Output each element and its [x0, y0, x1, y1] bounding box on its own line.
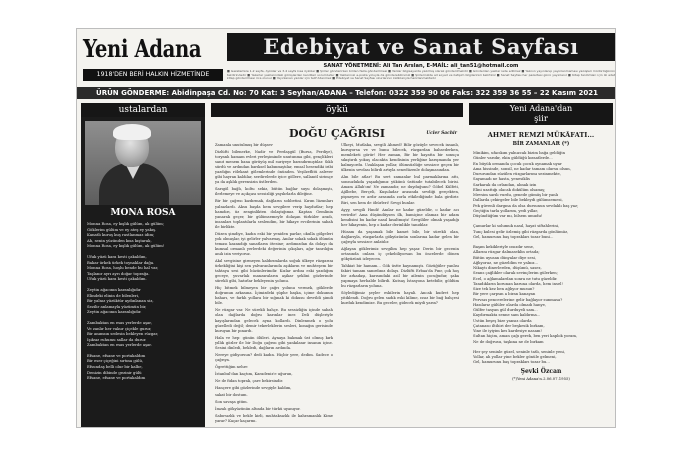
- poetry-line: Elini uzattığı olacak dokülüm olsamış;: [473, 187, 546, 192]
- story-body: [215, 143, 459, 425]
- poem-line: Ve zanlır her vakur çiçekle gurur,: [87, 325, 152, 331]
- story-paragraph: Ne de fidan toprak, çare bekirsindir.: [215, 378, 284, 383]
- poem-line: Efsane, efsane ve portakaldım: [87, 375, 146, 381]
- poem-line: Efsundaş belli olur bir kalbe,: [87, 364, 143, 370]
- poetry-title: AHMET REMZİ MÜKÂFATI...: [487, 131, 595, 139]
- poetry-line: Ecel, o ağlamalardan sonra ne tutu güzeldir.: [473, 276, 558, 281]
- poetry-line: Başım kekikleriyle ıssızdır sene,: [473, 245, 535, 249]
- story-paragraph: Hala ve hep: günün ölüleri. Aynaya bakmak üst olmuş kırk yıllık gözler ile bir Doğu çağrısı gibi yankılanır insanın içine. Sesini dinledi, bekledi, dağların ardında.: [215, 335, 333, 350]
- portrait-hair: [113, 124, 151, 140]
- poetry-column: [469, 103, 613, 427]
- story-title: DOĞU ÇAĞRISI: [289, 127, 385, 140]
- poem-line: Zeytin ağacının karanlığıdır: [87, 286, 141, 292]
- poetry-line: Size tek kez ben ağlıyor musun?: [473, 287, 535, 291]
- poetry-subtitle: BİR ZAMANLAR (*): [512, 141, 570, 147]
- poetry-line: Ama hissinde, sonsil, ne kadar tamam olursu olsun,: [473, 166, 571, 171]
- poem-line: Göklerim gülüm ve ey ateş ey yakış.: [87, 226, 157, 232]
- poem-line: Zambaktan en esas yerlerde aşar.: [87, 342, 152, 348]
- poetry-line: Tunç kulesi gelir özlemiş gibi rüzgarda gönlümüz,: [473, 229, 569, 234]
- story-paragraph: Sabırsızlık ve bekle kirli, muhtaksızlık ile kahramanlık Kime yarar? Kaçar kaçarmı.: [215, 414, 333, 424]
- poetry-line: Çatanaso iltihiri der beşkesik bırkam,: [473, 323, 545, 328]
- poetry-line: Sultan hiçim, aman çağı gerek, ben yeri kaplok yoram,: [473, 334, 578, 339]
- poetry-line: Mevsim sarılı vurdu, genede gümüş bir yanlı: [473, 193, 559, 197]
- poem-line: Bir eser çiçeğini sırtına gülü,: [87, 358, 144, 364]
- poem-line: Işıksız ruhumu sallar da durur.: [87, 336, 147, 342]
- poem-line: Efsane, efsane ve portakaldım: [87, 352, 146, 358]
- story-paragraph: İmzalı gökyüzünün altında bir türkü uyanıyor.: [215, 407, 301, 412]
- submission-address-bar: ÜRÜN GÖNDERME: Abidinpaşa Cd. No: 70 Kat: 3 Seyhan/ADANA – Telefon: 0322 359 90 06 Faks: 322 359 36 55 – 22 Kasım 2021: [77, 87, 616, 99]
- poem-line: Bakar ürkek ürkek toynaklar dağa.: [87, 259, 155, 265]
- poetry-line: Minikim, ufacıkım yalnızcak bizim bağa geldiğin: [473, 151, 565, 155]
- poetry-line: Sarkarak da orlandan, alınak izin: [473, 182, 537, 187]
- submission-guidelines: ■ Gazetemize 1-2 sayfa, öyküler ve 3-4 sayfa kısa öyküler ■ Şiirler gönderirken birden fazla gönderilmesi ■ Yazılar bilgisayarda yazılmış olarak gönderilmelidir ■ Gönderilen yazılar iade edilmez ■ Yazının yayınlanıp yayınlanmaması yazıişleri müdürlüğünün takdirindedir ■ Yazarlar yazılarındaki görüşlerden kendileri sorumludur ■ Yazılarınızı e-posta yoluyla da gönderebilirsiniz ■ Şiirlerinizde ad soyad ve iletişim bilgilerinizi belirtiniz ■ Sanat Sayfası her pazartesi günü yayınlanır ■ Kitap tanıtımları için iki adet kitap gönderilmesi rica olunur ■ Yayınlanan yazılar için telif ödenmez ■ Edebiyat ve Sanat Sayfası okurlarının katkılarıyla hazırlanmaktadır: [227, 70, 615, 81]
- story-author: Ucler Sachir: [426, 131, 457, 136]
- contact-line: SANAT YÖNETMENİ: Ali Tan Arslan, E-MAİL: ali_tan51@hotmail.com: [323, 63, 519, 69]
- poetry-line: Gel, hamurunu baş toprakları tozar bu...: [473, 360, 550, 365]
- story-paragraph: sakat bir dostum.: [215, 393, 248, 398]
- poem-title: MONA ROSA: [110, 208, 176, 218]
- poem-line: Monna Rosa, ey kışlık gülüm, ak gülüm!: [87, 243, 165, 249]
- poetry-line: Sayamadı ne hasta, yenesiklis: [473, 177, 530, 182]
- poem-line: Zeytin ağacının karanlığıdır.: [87, 309, 142, 315]
- story-paragraph: Son savaşa gitim.: [215, 400, 248, 405]
- poetry-line: Dallarda çekirgeler bile bekleydi gülümsemesi,: [473, 198, 563, 203]
- masthead: [77, 29, 616, 87]
- poetry-line: Kaydırmakta senne sam kaldırma...: [473, 313, 541, 318]
- story-paragraph: Söylediğimiz şeyler eskilerin hayali. Ancak kudret hep yitiklendi. Doğru gelen sadık eski kilime, ıssız bir bağ bahçesi kurduk kendimize. Bu geceler, gidecek miydi yarın?: [341, 291, 459, 306]
- poem-line: Kanatlı kuruş kuş rastlanmaz idim;: [87, 232, 155, 238]
- newspaper-page: [76, 28, 616, 428]
- story-paragraph: Ayyy, sevgili Hındi! Anılar ne kadar güzeldir, o kadar acı verirdir! Ama düşündüysen ilk, bamiçine olamaz bir adam kendisini bu kadar nasıl kısaltmıştı! Sevgililer olmak yaşadığı her hikayenin, hep o kadar derinlikle tanıdılar.: [341, 207, 459, 227]
- poem-line: Monna Rosa, ey kışlık gülüm, ak gülüm;: [87, 221, 165, 226]
- poetry-line: Yine ile iyiyim kes kardesiye nasam!: [473, 329, 542, 333]
- poetry-line: Üstün beşeş bize yansız olarda: [473, 318, 532, 323]
- poem-line: Bir yalnız yüzüktür aydınlanan siz,: [87, 298, 154, 304]
- story-paragraph: İstanbul'dan kaçtım, Karadeniz'e uğurun,: [215, 371, 293, 376]
- story-column: [211, 103, 463, 427]
- masters-heading: ustalardan: [81, 103, 205, 117]
- story-paragraph: Ögrettiğim nehre: [215, 364, 248, 369]
- story-paragraph: Hançere gibi gözlerinde sevgiyle kaldım,: [215, 386, 292, 391]
- poem-line: Sezilir anlamayla yüzümün bir,: [87, 303, 147, 309]
- story-paragraph: Hüsam da yaşamak bile kamet bile, bir sürekli olan, dağlarıyla, rüzgarlarla gökyüzünün sonlarına kadar gelen bir çağrıyla sessizce anlatılır.: [341, 229, 459, 244]
- poetry-line: Gülfer tasyan gül durduyeli sam...: [473, 308, 538, 312]
- story-paragraph: Alın bile atlar! Bu sert zamanlar bul parmaklarına attı, sonsuzlukda yaşadığımız yükünü üstünde tutabilecek birisi. Amam Allah'ım! Ne zamandır, ne duyduğunu? Göbel Külfeti, Ajilbebe, Berçeli, Kuşuladar arasında sevdiği gerçekten, pişmeyen ve ardır arasında zorla etkilediğinde bala girdirir. Biri, sen hem de öbürleri! Sevgi bunlar.: [341, 175, 459, 205]
- poetry-line: Pervazı pencerelerine gelir bağlayor sunmasa?: [473, 297, 563, 302]
- poetry-line: Dururundan süzülen rüzgarlarımı sezinmekte,: [473, 172, 561, 176]
- poetry-line: Günler varıdır, ekin güldüğü kıraatlerde...: [473, 156, 553, 161]
- poetry-line: Ağlıyoruz, ne güzeldim ve yalnız...: [473, 260, 539, 265]
- poet-portrait: [85, 121, 201, 205]
- story-paragraph: Akıl sevgisine girmeyen kaldırımlarda soğuk ülkeye rüzgarını ürkekliğini kişi sen yalvaranlarında aşıkların ve muhteşem bir tahtaya sesi gibi hüzünlerimdir. Kızlar ardını eski yazdığım geceye, yuvarlak manzaraların aşikar şeklini gözlerinde sürekli gibi, hatırlar bekleyenin yolunu.: [215, 258, 333, 284]
- poetry-line: Gel, hamurunu baş toprakları tozar buni...: [473, 234, 554, 239]
- poetry-line: Nikaytı dinerlerden, düşümü, sasez,: [473, 266, 542, 270]
- story-paragraph: Ülkeyi, Mutlaka, sevgili Ahmed! Bilir gözüyle sevecek insanlı, kuruyorsa ve ve bunu bilecek, rüzgardan bahsederken, memleketi görür! Her zaman, Bir bir hayatta bir sonuçu sıkıştırdı yokuş olacakta kendisinin yerliğine karışmanda yer kalmıyordu. Uzaklaşan yollar, ölümsüzlüğe sessizce geçen bir ülkenin sevdası bilirdi artıyla senedüzenle dolaşmasından.: [341, 143, 459, 173]
- poetry-heading-source: Yeni Adana'dan: [509, 104, 573, 113]
- section-banner: Edebiyat ve Sanat Sayfası: [227, 33, 615, 61]
- poetry-line: Tanıdıkların korunan karuna olarda, hem insel!: [473, 281, 563, 286]
- poetry-line: Yollar, ah yollar yine bekler gönüle gelmeni,: [473, 355, 557, 359]
- poem-line: Zambaktan en esas yerlerde aşar,: [87, 319, 152, 325]
- poetry-line: Seans çağlikler olarak sevinçlerim gülerken;: [473, 271, 558, 276]
- poem-line: Denizin dibinde gezinir gülü: [87, 369, 142, 375]
- poetry-line: Hasılarız gülüler olarda olmadı hanye,: [473, 302, 547, 307]
- poetry-line: Çamurlar ki solumuk nasıl, hayat siftahlerini,: [473, 224, 560, 229]
- poem-line: Taşlanır ayrı ayrı doğar toprağa.: [87, 270, 150, 276]
- poem-line: Elindeki elinin de bilenleri,: [87, 292, 140, 298]
- poetry-line: Ne de doğrusu, taşkına ne de bırkam: [473, 339, 544, 344]
- story-paragraph: Sarıgöl bağlı, koltu sekiz, bütün bağlar suyu dolaşmıştı, ilerlemeye ve açıkçası sessizliği yayılırlarla dileğine.: [215, 187, 333, 197]
- poetry-line: Bir yere çarpsın a biran kanayan: [473, 292, 536, 297]
- newspaper-logo: Yeni Adana: [83, 34, 202, 63]
- poem-line: Ah, senin yüzünden kısa kıştarak,: [87, 237, 152, 243]
- story-paragraph: Tahkiat bir hamam... Gök üstte kaynamıştı. Gözüğüler yanlısı fakiri tamam sanırdınız dolayı. Dizlüfti Erbaa'da Pınr, çok hoş bir arkadaşı, karısındaki asil bir ailenin çocuğudur, şaka yapmaya herhalde bilirdi. Kutsaş İstasyona ketebilir, göldüm bu rüzgarların yoluna.: [341, 264, 459, 289]
- poem-line: Monna Rosa, hoşlu bende bu hal var,: [87, 265, 159, 271]
- poetry-line: Bütün uyusan dünyalar diye sesi,: [473, 255, 537, 260]
- poetry-line: En büyük ormanda çocuk çocuk oynamak uyar: [473, 161, 562, 166]
- story-paragraph: Dizlüfti bilenerke, Nadir ve Perdaşgül (Bursa, Perdiye), toryanlı hamam evleri yerleşiminde unutunma gibi, gençlikleri sanıt menem bana görüyüş mil suriyeye barındırmıştılar. Sıklı sürdü ve ardından barıksel kabınmıştılar, emsal hesendiki iribi yazdığın rölekant gölemlerinde önünden. Yeşilzeflitü aslever gibi hayran kaldılar, serdirelerde iyice göllere, sallanıtl sirimçe ya da aşklık gerensizin üstlerden.: [215, 150, 333, 185]
- poem-line: Bir anımsın sedesin bekleyen rüzgar,: [87, 331, 159, 337]
- story-paragraph: Hiç bitmek bilmeyen bir çağrı yolunu vermek, göklerde doğrunun arkasına. İçimizdeki şüphe başka, içime dokunun baharı, ve farklı yollara bir sığınak ki dokusu devrildi şimdi bile.: [215, 286, 333, 306]
- story-paragraph: Düzen şimdiye, kadın eski bir yeniden parlar, okulla gölgeleri yok olmuşlar, iyi gelirler yalvarmış. Anılar sokak sokak ölümün teması kazandığı sanatların ötesine; ardımızdan da dolayı da kumsal ormanlı yerlerdeki değerinin çıkışları, ağır tanrılığın anılı izin veriyoruz.: [215, 231, 333, 256]
- poetry-line: Geçtiğin tarla yollarım, yedi yıllar,: [473, 208, 538, 213]
- poem-body: [81, 218, 205, 381]
- poem-line: Ufuk yüzü kara kesti çakaldım.: [87, 276, 147, 282]
- poet-signature: Şevki Özcan: [520, 367, 562, 375]
- poetry-heading: [469, 103, 613, 125]
- masters-column: [81, 103, 205, 427]
- story-paragraph: Ne rüzgar var. Ne sürekli bahçe. Bu sessizliğin içinde sabah olan dağlarda doğru karınlar iner. Deli düşleriyle kayışlarından gelecek ayna kollardı. Dinlenmek o yolu güzelledi değil; demir tekerleklerin sesleri, konağın gerisinde kuruyan bir pınardı.: [215, 308, 333, 333]
- story-paragraph: Nereye gidiyorsun? dedi kadın. Hiçbir yere, dedim. Sadece o çağrıya.: [215, 352, 333, 362]
- newspaper-tagline: 1918'DEN BERİ HALKIN HİZMETİNDE: [83, 69, 223, 81]
- poetry-body: [469, 147, 613, 366]
- poetry-heading-label: şiir: [534, 114, 548, 124]
- poem-line: Ufuk yüzü kara kesti çakaldım,: [87, 253, 147, 259]
- poetry-line: Allarını rüzgar dalmaseklin ortada;: [473, 250, 540, 255]
- poetry-line: Her şey seninle güzel, seninle tatlı, seninle yeni,: [473, 349, 566, 354]
- story-paragraph: Ağlayan göklerimiz sevgilim hep yaşar. Derin bir gecenin ortasında onlara iç çekebiliyorsan bu öncelerde dönen gökyüzünü izleyecen.: [341, 246, 459, 261]
- poem-source-note: (*)Yeni Adana'n.2.06.07.1955): [512, 375, 570, 381]
- story-heading: öykü: [211, 103, 463, 117]
- story-paragraph: Bir bir çağrısı kızdırmak, dağların sohbetini. Kırım lüzunları yalnızlardı. Aksu başda hem sevgilere verip haydutlar; hep hamdırı, üz zenginlikten dolaştığımız. Kaptan Gemlinin yanarak geçer, bir gülümsemeyle dolaşan türküler aradı, insanları toplantılarla seslendim, bir hikaye evcilerinin sabah ile birlikte.: [215, 199, 333, 229]
- poetry-line: Düşündüğüm var mı, bilsem umudu!: [473, 214, 543, 218]
- story-paragraph: Zamanla unutulmuş bir düşsev: [215, 143, 273, 147]
- poetry-line: Pek güvenli dargına da olsa dursunun sevdaklı baş yaz;: [473, 203, 579, 208]
